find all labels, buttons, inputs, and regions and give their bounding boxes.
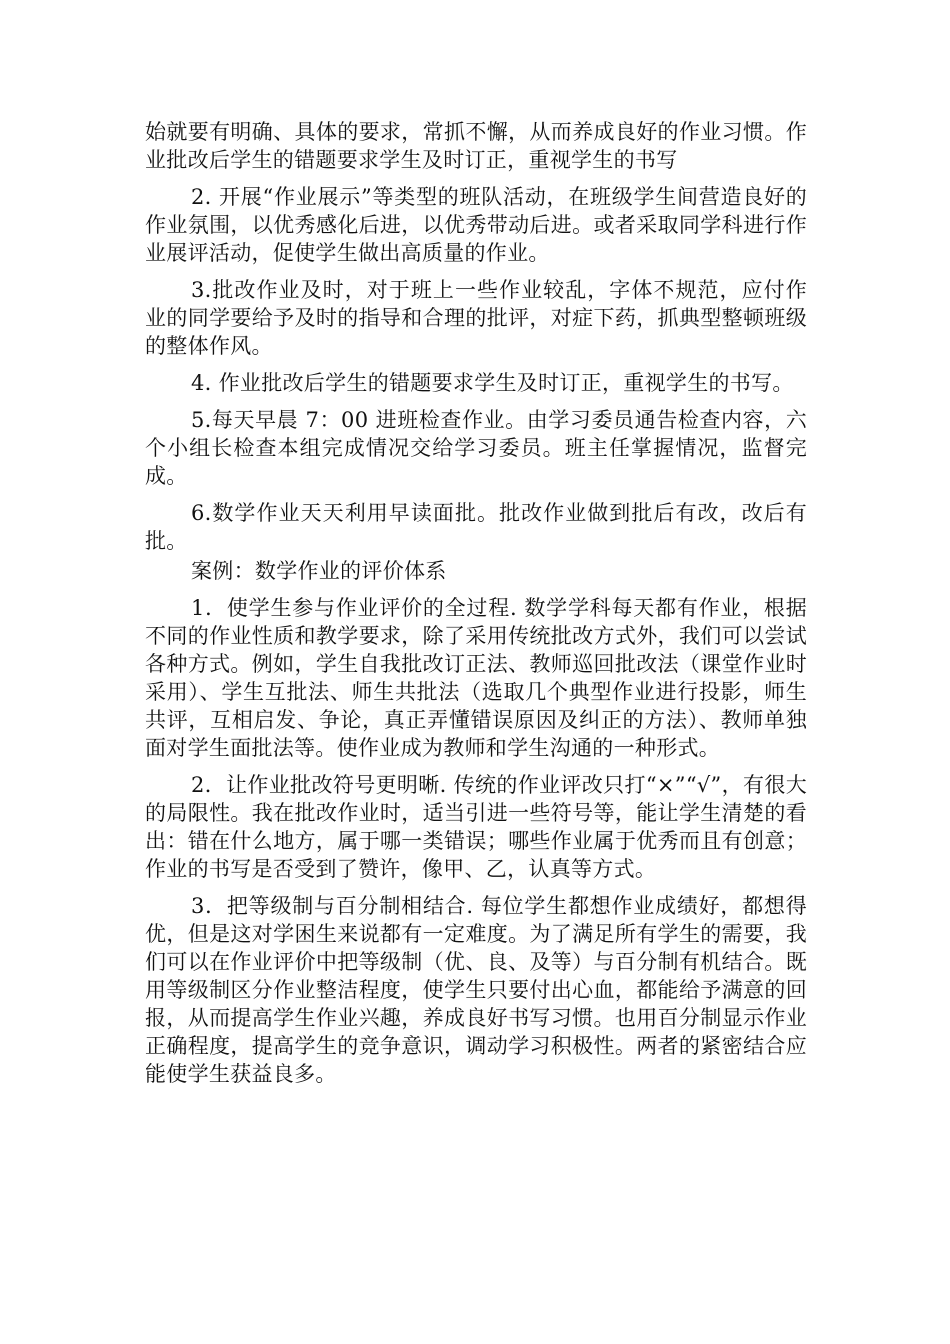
paragraph-item-4: 4. 作业批改后学生的错题要求学生及时订正，重视学生的书写。: [191, 371, 794, 395]
paragraph-item-2: 2. 开展“作业展示”等类型的班队活动，在班级学生间营造良好的作业氛围，以优秀感化后进，以优秀带动后进。或者采取同学科进行作业展评活动，促使学生做出高质量的作业。: [145, 185, 807, 265]
document-body: [145, 118, 807, 1088]
paragraph-item-5: 5.每天早晨 7：00 进班检查作业。由学习委员通告检查内容，六个小组长检查本组完成情况交给学习委员。班主任掌握情况，监督完成。: [145, 408, 807, 488]
paragraph-item-3: 3.批改作业及时，对于班上一些作业较乱，字体不规范，应付作业的同学要给予及时的指导和合理的批评，对症下药，抓典型整顿班级的整体作风。: [145, 278, 807, 358]
paragraph-continuation: 始就要有明确、具体的要求，常抓不懈，从而养成良好的作业习惯。作业批改后学生的错题要求学生及时订正，重视学生的书写: [145, 120, 807, 172]
section-heading-case: 案例：数学作业的评价体系: [191, 559, 447, 583]
paragraph-case-2: 2．让作业批改符号更明晰. 传统的作业评改只打“×”“√”，有很大的局限性。我在批改作业时，适当引进一些符号等，能让学生清楚的看出：错在什么地方，属于哪一类错误；哪些作业属于优秀而且有创意；作业的书写是否受到了赞许，像甲、乙，认真等方式。: [145, 773, 807, 881]
paragraph-item-6: 6.数学作业天天利用早读面批。批改作业做到批后有改，改后有批。: [145, 501, 807, 553]
paragraph-case-1: 1．使学生参与作业评价的全过程. 数学学科每天都有作业，根据不同的作业性质和教学要求，除了采用传统批改方式外，我们可以尝试各种方式。例如，学生自我批改订正法、教师巡回批改法（课堂作业时采用）、学生互批法、师生共批法（选取几个典型作业进行投影，师生共评，互相启发、争论，真正弄懂错误原因及纠正的方法）、教师单独面对学生面批法等。使作业成为教师和学生沟通的一种形式。: [145, 596, 807, 760]
paragraph-case-3: 3．把等级制与百分制相结合. 每位学生都想作业成绩好，都想得优，但是这对学困生来说都有一定难度。为了满足所有学生的需要，我们可以在作业评价中把等级制（优、良、及等）与百分制有机结合。既用等级制区分作业整洁程度，使学生只要付出心血，都能给予满意的回报，从而提高学生作业兴趣，养成良好书写习惯。也用百分制显示作业正确程度，提高学生的竞争意识，调动学习积极性。两者的紧密结合应能使学生获益良多。: [145, 894, 807, 1086]
